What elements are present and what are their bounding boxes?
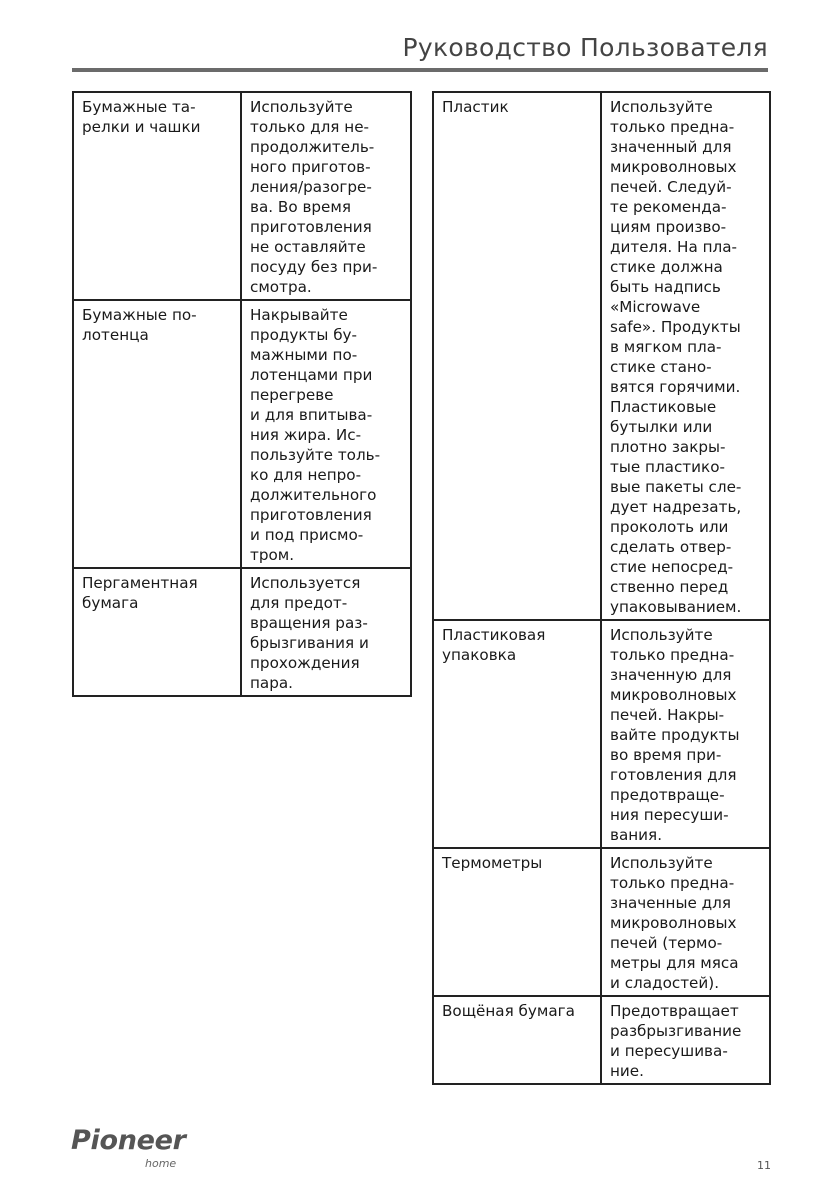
cell-line: значенные для bbox=[610, 894, 731, 912]
cell-line: вайте продукты bbox=[610, 726, 740, 744]
cell-line: для предот- bbox=[250, 594, 348, 612]
cell-line: вые пакеты сле- bbox=[610, 478, 742, 496]
cell-line: в мягком пла- bbox=[610, 338, 722, 356]
cell-line: Используется bbox=[250, 574, 361, 592]
cell-line: микроволновых bbox=[610, 914, 737, 932]
material-cell bbox=[433, 92, 601, 620]
cell-line: релки и чашки bbox=[82, 118, 201, 136]
materials-table-right bbox=[432, 91, 771, 1085]
cell-line: ния жира. Ис- bbox=[250, 426, 362, 444]
table-row bbox=[73, 568, 411, 696]
material-cell bbox=[73, 92, 241, 300]
cell-line: Используйте bbox=[250, 98, 353, 116]
cell-line: лотенцами при bbox=[250, 366, 373, 384]
cell-line: метры для мяса bbox=[610, 954, 739, 972]
cell-line: бутылки или bbox=[610, 418, 713, 436]
cell-line: перегреве bbox=[250, 386, 334, 404]
material-cell bbox=[433, 620, 601, 848]
cell-line: стике должна bbox=[610, 258, 723, 276]
cell-line: приготовления bbox=[250, 506, 372, 524]
cell-line: и под присмо- bbox=[250, 526, 364, 544]
cell-line: не оставляйте bbox=[250, 238, 366, 256]
cell-line: вращения раз- bbox=[250, 614, 368, 632]
cell-line: печей (термо- bbox=[610, 934, 723, 952]
cell-line: стике стано- bbox=[610, 358, 712, 376]
cell-line: и для впитыва- bbox=[250, 406, 373, 424]
material-cell bbox=[433, 996, 601, 1084]
page-number: 11 bbox=[757, 1159, 771, 1172]
cell-line: мажными по- bbox=[250, 346, 358, 364]
cell-line: вятся горячими. bbox=[610, 378, 741, 396]
cell-line: Вощёная бумага bbox=[442, 1002, 575, 1020]
note-cell bbox=[241, 300, 411, 568]
cell-line: печей. Накры- bbox=[610, 706, 725, 724]
cell-line: печей. Следуй- bbox=[610, 178, 732, 196]
cell-line: микроволновых bbox=[610, 686, 737, 704]
cell-line: дителя. На пла- bbox=[610, 238, 738, 256]
cell-line: быть надпись bbox=[610, 278, 721, 296]
cell-line: разбрызгивание bbox=[610, 1022, 742, 1040]
cell-line: бумага bbox=[82, 594, 139, 612]
cell-line: Накрывайте bbox=[250, 306, 348, 324]
cell-line: и сладостей). bbox=[610, 974, 720, 992]
cell-line: лотенца bbox=[82, 326, 149, 344]
cell-line: «Microwave bbox=[610, 298, 701, 316]
cell-line: Пластиковые bbox=[610, 398, 717, 416]
cell-line: Предотвращает bbox=[610, 1002, 739, 1020]
cell-line: Используйте bbox=[610, 854, 713, 872]
cell-line: ние. bbox=[610, 1062, 644, 1080]
cell-line: посуду без при- bbox=[250, 258, 378, 276]
cell-line: Термометры bbox=[442, 854, 543, 872]
page-title: Руководство Пользователя bbox=[402, 33, 768, 62]
materials-table-left bbox=[72, 91, 412, 697]
note-cell bbox=[601, 996, 770, 1084]
cell-line: плотно закры- bbox=[610, 438, 726, 456]
cell-line: значенную для bbox=[610, 666, 732, 684]
header-divider bbox=[72, 68, 768, 72]
cell-line: ко для непро- bbox=[250, 466, 362, 484]
brand-logo bbox=[71, 1125, 186, 1170]
cell-line: дует надрезать, bbox=[610, 498, 742, 516]
cell-line: ления/разогре- bbox=[250, 178, 372, 196]
cell-line: прохождения bbox=[250, 654, 360, 672]
cell-line: во время при- bbox=[610, 746, 722, 764]
table-row bbox=[73, 300, 411, 568]
cell-line: должительного bbox=[250, 486, 377, 504]
cell-line: готовления для bbox=[610, 766, 737, 784]
cell-line: значенный для bbox=[610, 138, 732, 156]
cell-line: вания. bbox=[610, 826, 663, 844]
note-cell bbox=[241, 92, 411, 300]
cell-line: ного приготов- bbox=[250, 158, 371, 176]
cell-line: пользуйте толь- bbox=[250, 446, 381, 464]
cell-line: Используйте bbox=[610, 98, 713, 116]
cell-line: стие непосред- bbox=[610, 558, 734, 576]
cell-line: микроволновых bbox=[610, 158, 737, 176]
cell-line: приготовления bbox=[250, 218, 372, 236]
material-cell bbox=[73, 568, 241, 696]
cell-line: ва. Во время bbox=[250, 198, 351, 216]
table-row bbox=[433, 92, 770, 620]
cell-line: продукты бу- bbox=[250, 326, 358, 344]
cell-line: брызгивания и bbox=[250, 634, 369, 652]
table-row bbox=[433, 848, 770, 996]
cell-line: только для не- bbox=[250, 118, 370, 136]
cell-line: тые пластико- bbox=[610, 458, 725, 476]
cell-line: только предна- bbox=[610, 874, 735, 892]
cell-line: Бумажные по- bbox=[82, 306, 197, 324]
note-cell bbox=[241, 568, 411, 696]
cell-line: смотра. bbox=[250, 278, 312, 296]
cell-line: сделать отвер- bbox=[610, 538, 732, 556]
cell-line: Пластик bbox=[442, 98, 509, 116]
cell-line: только предна- bbox=[610, 118, 735, 136]
material-cell bbox=[433, 848, 601, 996]
cell-line: Используйте bbox=[610, 626, 713, 644]
note-cell bbox=[601, 848, 770, 996]
cell-line: ственно перед bbox=[610, 578, 729, 596]
cell-line: те рекоменда- bbox=[610, 198, 727, 216]
cell-line: предотвраще- bbox=[610, 786, 725, 804]
table-row bbox=[433, 996, 770, 1084]
table-row bbox=[73, 92, 411, 300]
cell-line: ния пересуши- bbox=[610, 806, 729, 824]
logo-subtitle: home bbox=[145, 1157, 177, 1170]
logo-wordmark: Pioneer bbox=[71, 1125, 186, 1156]
cell-line: Пластиковая bbox=[442, 626, 546, 644]
cell-line: пара. bbox=[250, 674, 294, 692]
cell-line: и пересушива- bbox=[610, 1042, 728, 1060]
note-cell bbox=[601, 92, 770, 620]
cell-line: проколоть или bbox=[610, 518, 729, 536]
material-cell bbox=[73, 300, 241, 568]
cell-line: только предна- bbox=[610, 646, 735, 664]
note-cell bbox=[601, 620, 770, 848]
table-row bbox=[433, 620, 770, 848]
cell-line: упаковка bbox=[442, 646, 517, 664]
cell-line: safe». Продукты bbox=[610, 318, 741, 336]
cell-line: циям произво- bbox=[610, 218, 727, 236]
cell-line: упаковыванием. bbox=[610, 598, 742, 616]
cell-line: Бумажные та- bbox=[82, 98, 196, 116]
cell-line: продолжитель- bbox=[250, 138, 375, 156]
cell-line: Пергаментная bbox=[82, 574, 198, 592]
cell-line: тром. bbox=[250, 546, 295, 564]
